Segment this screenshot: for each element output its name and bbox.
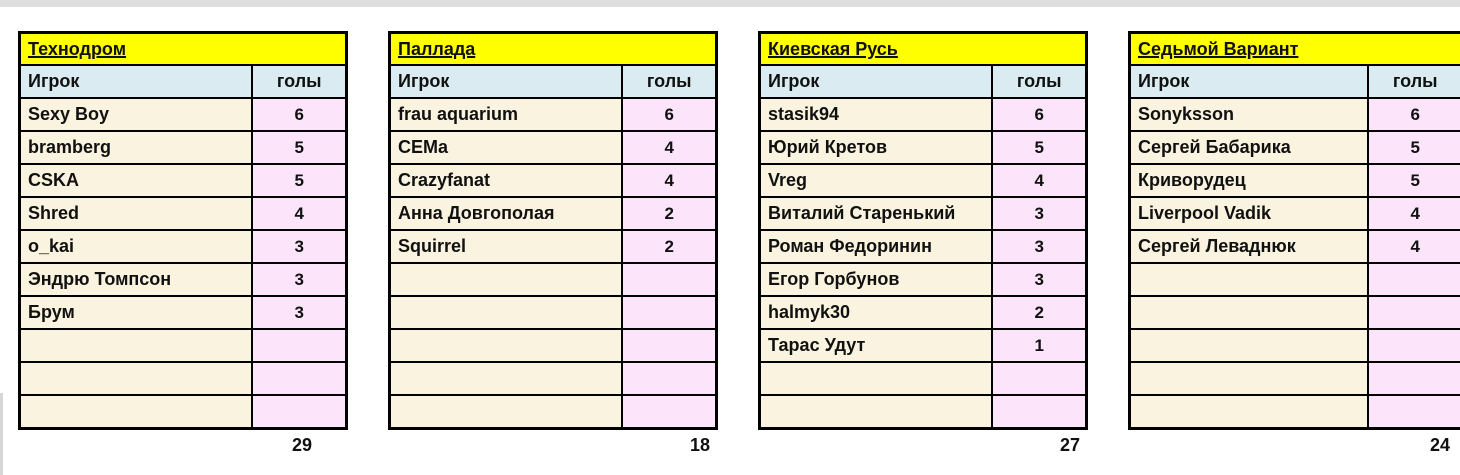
table-row <box>20 131 347 164</box>
team-table <box>18 31 348 430</box>
team-table <box>388 31 718 430</box>
table-row <box>760 263 1087 296</box>
player-cell <box>1130 296 1369 329</box>
table-row <box>20 263 347 296</box>
table-row <box>20 230 347 263</box>
goals-cell <box>622 263 716 296</box>
table-row <box>390 131 717 164</box>
team-title-cell <box>760 33 1087 66</box>
goals-cell <box>252 362 346 395</box>
player-cell <box>390 329 623 362</box>
column-header-player: Игрок <box>760 65 993 98</box>
team-title: Киевская Русь <box>768 38 898 59</box>
player-cell <box>390 362 623 395</box>
column-header-goals: голы <box>622 65 716 98</box>
table-row <box>390 329 717 362</box>
goals-cell: 3 <box>252 263 346 296</box>
left-edge-strip <box>0 393 3 475</box>
goals-cell: 4 <box>622 164 716 197</box>
team-total: 27 <box>1059 435 1080 455</box>
player-cell: Sexy Boy <box>20 98 253 131</box>
team-boards <box>18 31 1460 456</box>
team-total: 18 <box>689 435 710 455</box>
team-title: Седьмой Вариант <box>1138 38 1299 59</box>
table-row <box>760 362 1087 395</box>
table-row <box>1130 98 1460 131</box>
team-title: Паллада <box>398 38 476 59</box>
player-cell <box>1130 263 1369 296</box>
table-row <box>1130 329 1460 362</box>
team-title-cell <box>1130 33 1460 66</box>
table-row <box>760 329 1087 362</box>
table-row <box>760 230 1087 263</box>
player-cell: Тарас Удут <box>760 329 993 362</box>
table-row <box>1130 197 1460 230</box>
player-cell: halmyk30 <box>760 296 993 329</box>
player-cell <box>20 362 253 395</box>
player-cell: Брум <box>20 296 253 329</box>
column-header-goals: голы <box>1368 65 1460 98</box>
goals-cell: 4 <box>1368 197 1460 230</box>
player-cell <box>1130 329 1369 362</box>
player-cell: bramberg <box>20 131 253 164</box>
table-row <box>20 164 347 197</box>
goals-cell: 5 <box>252 131 346 164</box>
table-row <box>1130 296 1460 329</box>
team-table <box>1128 31 1460 430</box>
goals-cell: 4 <box>1368 230 1460 263</box>
player-cell: Sonyksson <box>1130 98 1369 131</box>
team-total: 24 <box>1429 435 1450 455</box>
player-cell: stasik94 <box>760 98 993 131</box>
table-row <box>760 197 1087 230</box>
team-board-kievskaya-rus <box>758 31 1088 456</box>
goals-cell <box>992 395 1086 429</box>
team-title: Технодром <box>28 38 127 59</box>
player-cell: Liverpool Vadik <box>1130 197 1369 230</box>
column-header-goals: голы <box>992 65 1086 98</box>
column-header-row <box>1130 65 1460 98</box>
table-row <box>760 395 1087 429</box>
table-row <box>20 98 347 131</box>
goals-cell <box>1368 296 1460 329</box>
table-row <box>760 131 1087 164</box>
goals-cell <box>992 362 1086 395</box>
team-title-cell <box>390 33 717 66</box>
player-cell: Егор Горбунов <box>760 263 993 296</box>
table-row <box>1130 362 1460 395</box>
column-header-row <box>760 65 1087 98</box>
player-cell: CSKA <box>20 164 253 197</box>
column-header-player: Игрок <box>1130 65 1369 98</box>
top-gray-bar <box>0 0 1460 7</box>
player-cell: Сергей Бабарика <box>1130 131 1369 164</box>
goals-cell: 4 <box>252 197 346 230</box>
goals-cell: 2 <box>622 197 716 230</box>
player-cell <box>760 395 993 429</box>
table-row <box>20 395 347 429</box>
team-title-row <box>760 33 1087 66</box>
table-row <box>390 362 717 395</box>
table-row <box>390 98 717 131</box>
player-cell: Криворудец <box>1130 164 1369 197</box>
goals-cell: 6 <box>1368 98 1460 131</box>
table-row <box>20 362 347 395</box>
table-row <box>390 164 717 197</box>
goals-cell: 3 <box>992 230 1086 263</box>
player-cell <box>390 263 623 296</box>
goals-cell: 1 <box>992 329 1086 362</box>
table-row <box>1130 230 1460 263</box>
player-cell: Vreg <box>760 164 993 197</box>
goals-cell: 5 <box>252 164 346 197</box>
goals-cell: 4 <box>622 131 716 164</box>
goals-cell: 3 <box>252 230 346 263</box>
player-cell: Виталий Старенький <box>760 197 993 230</box>
player-cell: frau aquarium <box>390 98 623 131</box>
goals-cell: 4 <box>992 164 1086 197</box>
goals-cell: 5 <box>1368 131 1460 164</box>
team-title-row <box>390 33 717 66</box>
player-cell: Shred <box>20 197 253 230</box>
column-header-player: Игрок <box>20 65 253 98</box>
team-title-row <box>20 33 347 66</box>
goals-cell: 5 <box>992 131 1086 164</box>
player-cell: Crazyfanat <box>390 164 623 197</box>
team-board-tehnodrom <box>18 31 348 456</box>
table-row <box>1130 263 1460 296</box>
column-header-goals: голы <box>252 65 346 98</box>
goals-cell: 6 <box>992 98 1086 131</box>
goals-cell <box>622 329 716 362</box>
table-row <box>20 329 347 362</box>
goals-cell <box>1368 329 1460 362</box>
table-row <box>390 263 717 296</box>
player-cell: Анна Довгополая <box>390 197 623 230</box>
goals-cell <box>252 329 346 362</box>
team-title-row <box>1130 33 1460 66</box>
team-title-cell <box>20 33 347 66</box>
column-header-row <box>20 65 347 98</box>
player-cell: Squirrel <box>390 230 623 263</box>
goals-cell <box>622 296 716 329</box>
player-cell: Юрий Кретов <box>760 131 993 164</box>
goals-cell <box>1368 263 1460 296</box>
column-header-player: Игрок <box>390 65 623 98</box>
table-row <box>390 296 717 329</box>
player-cell: o_kai <box>20 230 253 263</box>
column-header-row <box>390 65 717 98</box>
goals-cell: 5 <box>1368 164 1460 197</box>
player-cell <box>20 329 253 362</box>
goals-cell <box>1368 362 1460 395</box>
player-cell: Эндрю Томпсон <box>20 263 253 296</box>
table-row <box>1130 164 1460 197</box>
team-total: 29 <box>291 435 312 455</box>
table-row <box>390 197 717 230</box>
goals-cell <box>252 395 346 429</box>
player-cell <box>390 296 623 329</box>
goals-cell: 2 <box>992 296 1086 329</box>
player-cell <box>1130 395 1369 429</box>
player-cell <box>1130 362 1369 395</box>
table-row <box>20 197 347 230</box>
player-cell: Сергей Леваднюк <box>1130 230 1369 263</box>
goals-cell: 2 <box>622 230 716 263</box>
table-row <box>390 230 717 263</box>
player-cell: CEMa <box>390 131 623 164</box>
table-row <box>390 395 717 429</box>
table-row <box>20 296 347 329</box>
player-cell <box>390 395 623 429</box>
goals-cell: 3 <box>252 296 346 329</box>
goals-cell: 6 <box>622 98 716 131</box>
goals-cell <box>1368 395 1460 429</box>
team-board-sedmoy-variant <box>1128 31 1460 456</box>
table-row <box>1130 131 1460 164</box>
goals-cell: 6 <box>252 98 346 131</box>
goals-cell <box>622 362 716 395</box>
goals-cell <box>622 395 716 429</box>
goals-cell: 3 <box>992 197 1086 230</box>
player-cell <box>760 362 993 395</box>
table-row <box>760 296 1087 329</box>
table-row <box>760 164 1087 197</box>
table-row <box>1130 395 1460 429</box>
player-cell <box>20 395 253 429</box>
player-cell: Роман Федоринин <box>760 230 993 263</box>
team-table <box>758 31 1088 430</box>
table-row <box>760 98 1087 131</box>
team-board-pallada <box>388 31 718 456</box>
goals-cell: 3 <box>992 263 1086 296</box>
